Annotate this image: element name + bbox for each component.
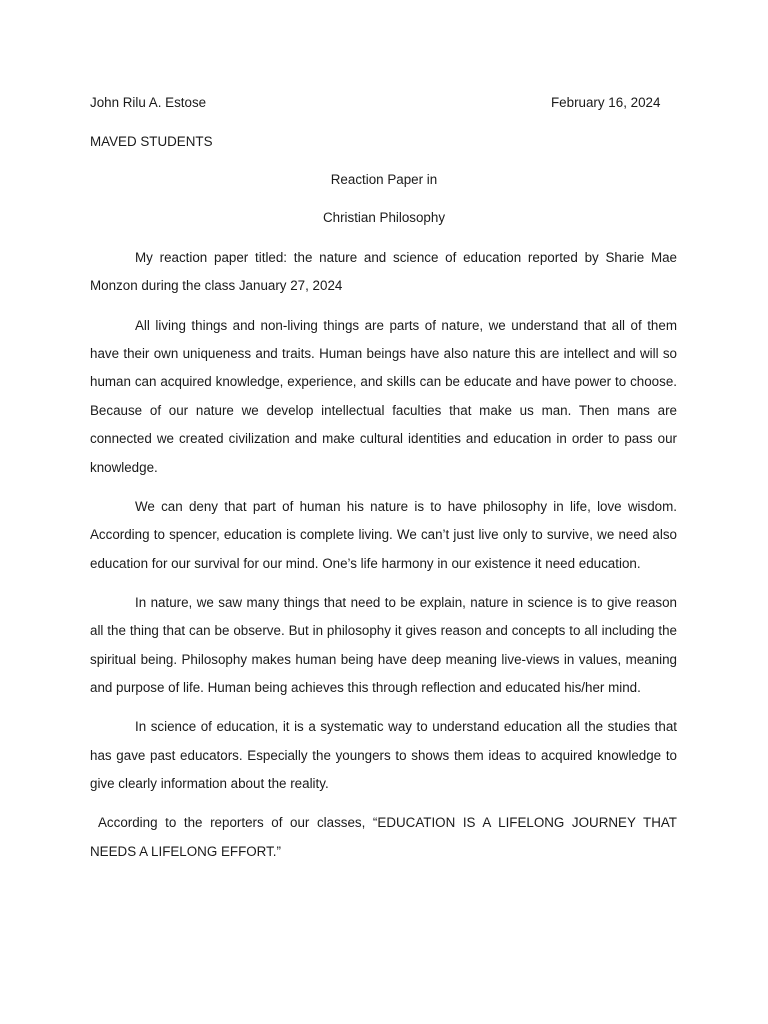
title-line-1: Reaction Paper in — [330, 172, 438, 187]
paragraph-philosophy: We can deny that part of human his nature is to have philosophy in life, love wisdom. According to spencer, education is complete living. We can’t just live only to survive, we need also education for our survival for our mind. One’s life harmony in our existence it need education. — [90, 498, 677, 571]
paragraph-nature: All living things and non-living things are parts of nature, we understand that all of them have their own uniqueness and traits. Human beings have also nature this are intellect and will so human can acquired knowledge, experience, and skills can be educate and have power to choose. Because of our nature we develop intellectual faculties that make us man. Then mans are connected we created civilization and make cultural identities and education in order to pass our knowledge. — [90, 317, 677, 475]
document-date: February 16, 2024 — [551, 95, 661, 110]
author-name: John Rilu A. Estose — [90, 95, 207, 110]
paragraph-science: In nature, we saw many things that need to be explain, nature in science is to give reason all the thing that can be observe. But in philosophy it gives reason and concepts to all including the spiritual being. Philosophy makes human being have deep meaning live-views in values, meaning and purpose of life. Human being achieves this through reflection and educated his/her mind. — [90, 594, 677, 696]
paragraph-intro: My reaction paper titled: the nature and science of education reported by Sharie Mae Monzon during the class January 27, 2024 — [90, 250, 677, 294]
paragraph-closing: According to the reporters of our classes, “EDUCATION IS A LIFELONG JOURNEY THAT NEEDS A LIFELONG EFFORT.” — [90, 815, 677, 859]
title-line-2: Christian Philosophy — [322, 210, 446, 225]
paragraph-education-science: In science of education, it is a systematic way to understand education all the studies that has gave past educators. Especially the youngers to shows them ideas to acquired knowledge to give clearly information about the reality. — [90, 719, 677, 792]
group-name: MAVED STUDENTS — [90, 134, 213, 149]
document-body — [90, 244, 677, 877]
